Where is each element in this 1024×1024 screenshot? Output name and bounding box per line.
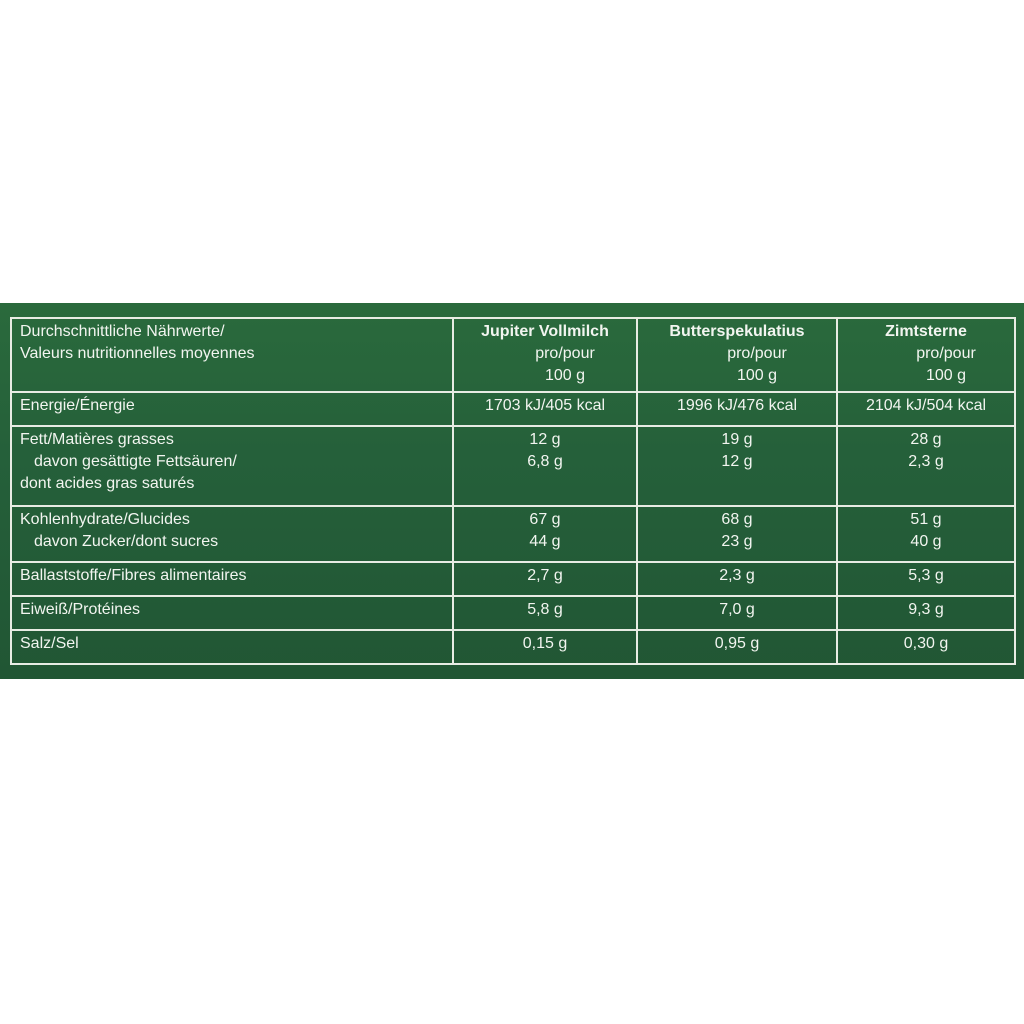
value-cell: 5,3 g bbox=[837, 562, 1015, 596]
header-label-cell bbox=[11, 318, 453, 392]
row-label: Ballaststoffe/Fibres alimentaires bbox=[11, 562, 453, 596]
sub-value: 23 g bbox=[721, 533, 753, 550]
sub-value: 12 g bbox=[721, 453, 753, 470]
nutrition-table bbox=[10, 317, 1016, 665]
value-cell bbox=[453, 426, 637, 506]
header-col-butterspekulatius bbox=[637, 318, 837, 392]
value-cell bbox=[837, 426, 1015, 506]
table-row-salt bbox=[11, 630, 1015, 664]
value-cell: 0,30 g bbox=[837, 630, 1015, 664]
table-row-fibre bbox=[11, 562, 1015, 596]
value-cell: 2,3 g bbox=[637, 562, 837, 596]
row-label: Kohlenhydrate/Glucides bbox=[20, 511, 190, 528]
quantity-label: 100 g bbox=[736, 367, 778, 384]
value-cell: 9,3 g bbox=[837, 596, 1015, 630]
value-cell bbox=[453, 506, 637, 562]
product-name: Zimtsterne bbox=[885, 323, 967, 340]
row-label: Salz/Sel bbox=[11, 630, 453, 664]
sub-row-label-line2: dont acides gras saturés bbox=[20, 475, 195, 492]
per-label: pro/pour bbox=[727, 345, 787, 362]
product-name: Jupiter Vollmilch bbox=[481, 323, 609, 340]
row-label: Eiweiß/Protéines bbox=[11, 596, 453, 630]
table-row-energy bbox=[11, 392, 1015, 426]
value-cell: 1996 kJ/476 kcal bbox=[637, 392, 837, 426]
per-label: pro/pour bbox=[535, 345, 595, 362]
nutrition-label-panel bbox=[0, 303, 1024, 679]
value: 51 g bbox=[910, 511, 942, 528]
value: 12 g bbox=[529, 431, 561, 448]
value-cell: 2104 kJ/504 kcal bbox=[837, 392, 1015, 426]
value-cell: 2,7 g bbox=[453, 562, 637, 596]
value-cell bbox=[637, 506, 837, 562]
value-cell: 0,95 g bbox=[637, 630, 837, 664]
value-cell: 1703 kJ/405 kcal bbox=[453, 392, 637, 426]
value: 67 g bbox=[529, 511, 561, 528]
sub-value: 2,3 g bbox=[908, 453, 944, 470]
value-cell: 7,0 g bbox=[637, 596, 837, 630]
product-name: Butterspekulatius bbox=[669, 323, 805, 340]
value-cell bbox=[637, 426, 837, 506]
sub-value: 44 g bbox=[529, 533, 561, 550]
sub-value: 6,8 g bbox=[527, 453, 563, 470]
sub-value: 40 g bbox=[910, 533, 942, 550]
table-row-fat bbox=[11, 426, 1015, 506]
quantity-label: 100 g bbox=[544, 367, 586, 384]
row-label-cell bbox=[11, 506, 453, 562]
table-header-row bbox=[11, 318, 1015, 392]
table-row-carbohydrates bbox=[11, 506, 1015, 562]
row-label: Energie/Énergie bbox=[11, 392, 453, 426]
value: 68 g bbox=[721, 511, 753, 528]
sub-row-label-line1: davon gesättigte Fettsäuren/ bbox=[34, 453, 237, 470]
row-label-cell bbox=[11, 426, 453, 506]
sub-row-label: davon Zucker/dont sucres bbox=[34, 533, 219, 550]
header-label-line1: Durchschnittliche Nährwerte/ bbox=[20, 323, 225, 340]
quantity-label: 100 g bbox=[925, 367, 967, 384]
value-cell: 0,15 g bbox=[453, 630, 637, 664]
header-col-jupiter bbox=[453, 318, 637, 392]
value-cell bbox=[837, 506, 1015, 562]
value: 19 g bbox=[721, 431, 753, 448]
per-label: pro/pour bbox=[916, 345, 976, 362]
value: 28 g bbox=[910, 431, 942, 448]
header-label-line2: Valeurs nutritionnelles moyennes bbox=[20, 345, 255, 362]
table-row-protein bbox=[11, 596, 1015, 630]
row-label: Fett/Matières grasses bbox=[20, 431, 174, 448]
value-cell: 5,8 g bbox=[453, 596, 637, 630]
header-col-zimtsterne bbox=[837, 318, 1015, 392]
